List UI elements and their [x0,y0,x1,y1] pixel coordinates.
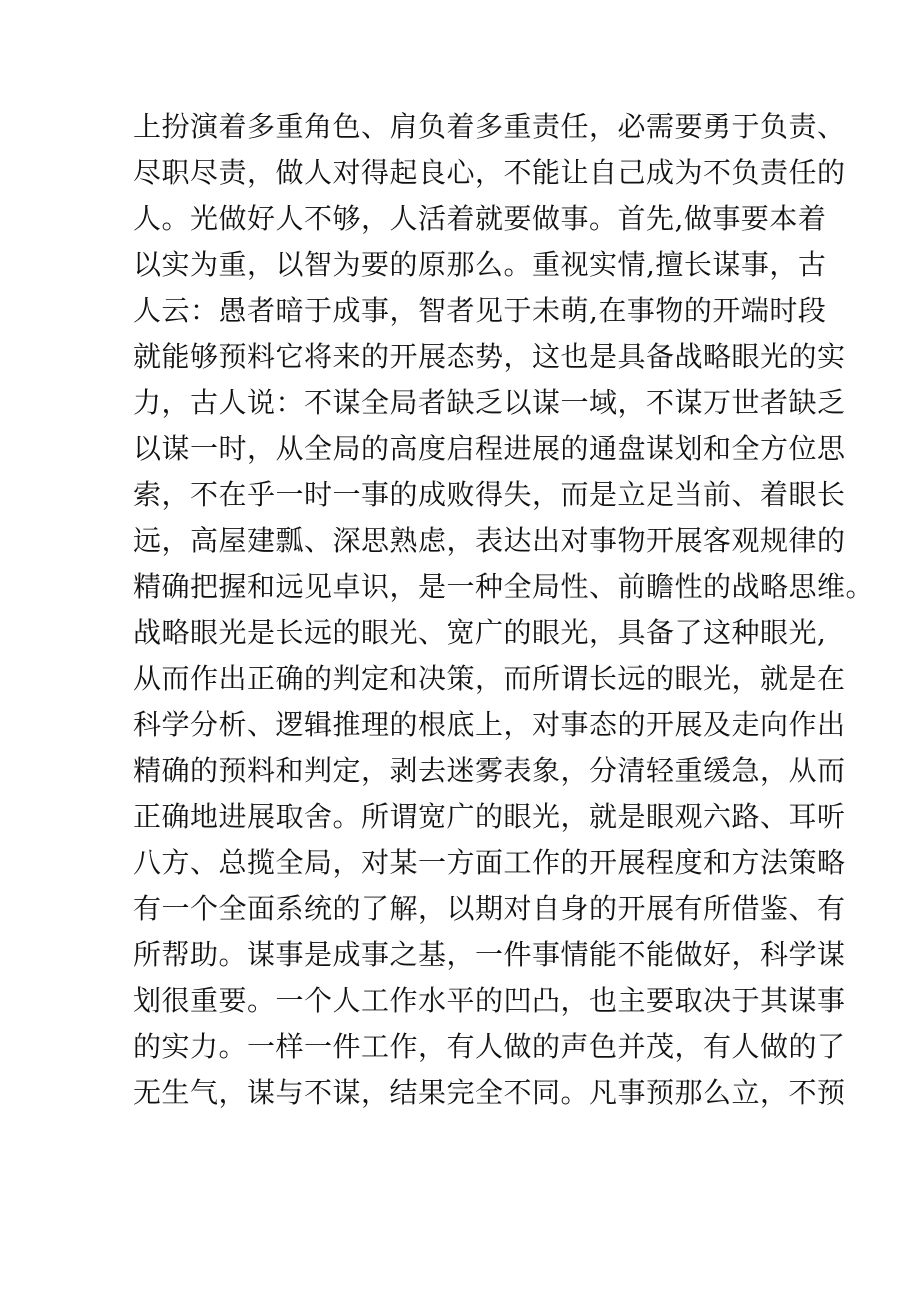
text-line: 远，高屋建瓢、深思熟虑，表达出对事物开展客观规律的 [133,524,846,557]
text-line: 尽职尽责，做人对得起良心，不能让自己成为不负责任的 [133,156,846,189]
text-line: 八方、总揽全局，对某一方面工作的开展程度和方法策略 [133,846,846,879]
text-line: 所帮助。谋事是成事之基，一件事情能不能做好，科学谋 [133,938,846,971]
text-line: 人。光做好人不够，人活着就要做事。首先,做事要本着 [133,202,827,235]
text-line: 正确地进展取舍。所谓宽广的眼光，就是眼观六路、耳听 [133,800,846,833]
text-line: 战略眼光是长远的眼光、宽广的眼光，具备了这种眼光, [133,616,827,649]
text-line: 以谋一时，从全局的高度启程进展的通盘谋划和全方位思 [133,432,846,465]
text-line: 精确的预料和判定，剥去迷雾表象，分清轻重缓急，从而 [133,754,846,787]
text-line: 力，古人说：不谋全局者缺乏以谋一域，不谋万世者缺乏 [133,386,846,419]
text-line: 划很重要。一个人工作水平的凹凸，也主要取决于其谋事 [133,984,846,1017]
text-line: 上扮演着多重角色、肩负着多重责任，必需要勇于负责、 [133,110,846,143]
text-line: 就能够预料它将来的开展态势，这也是具备战略眼光的实 [133,340,846,373]
text-line: 无生气，谋与不谋，结果完全不同。凡事预那么立，不预 [133,1076,846,1109]
body-text [133,104,875,1116]
text-line: 的实力。一样一件工作，有人做的声色并茂，有人做的了 [133,1030,846,1063]
text-line: 从而作出正确的判定和决策，而所谓长远的眼光，就是在 [133,662,846,695]
text-line: 索，不在乎一时一事的成败得失，而是立足当前、着眼长 [133,478,846,511]
text-line: 以实为重，以智为要的原那么。重视实情,擅长谋事，古 [133,248,827,281]
text-line: 精确把握和远见卓识，是一种全局性、前瞻性的战略思维。 [133,570,875,603]
text-line: 有一个全面系统的了解，以期对自身的开展有所借鉴、有 [133,892,846,925]
text-line: 科学分析、逻辑推理的根底上，对事态的开展及走向作出 [133,708,846,741]
text-line: 人云：愚者暗于成事，智者见于未萌,在事物的开端时段 [133,294,827,327]
